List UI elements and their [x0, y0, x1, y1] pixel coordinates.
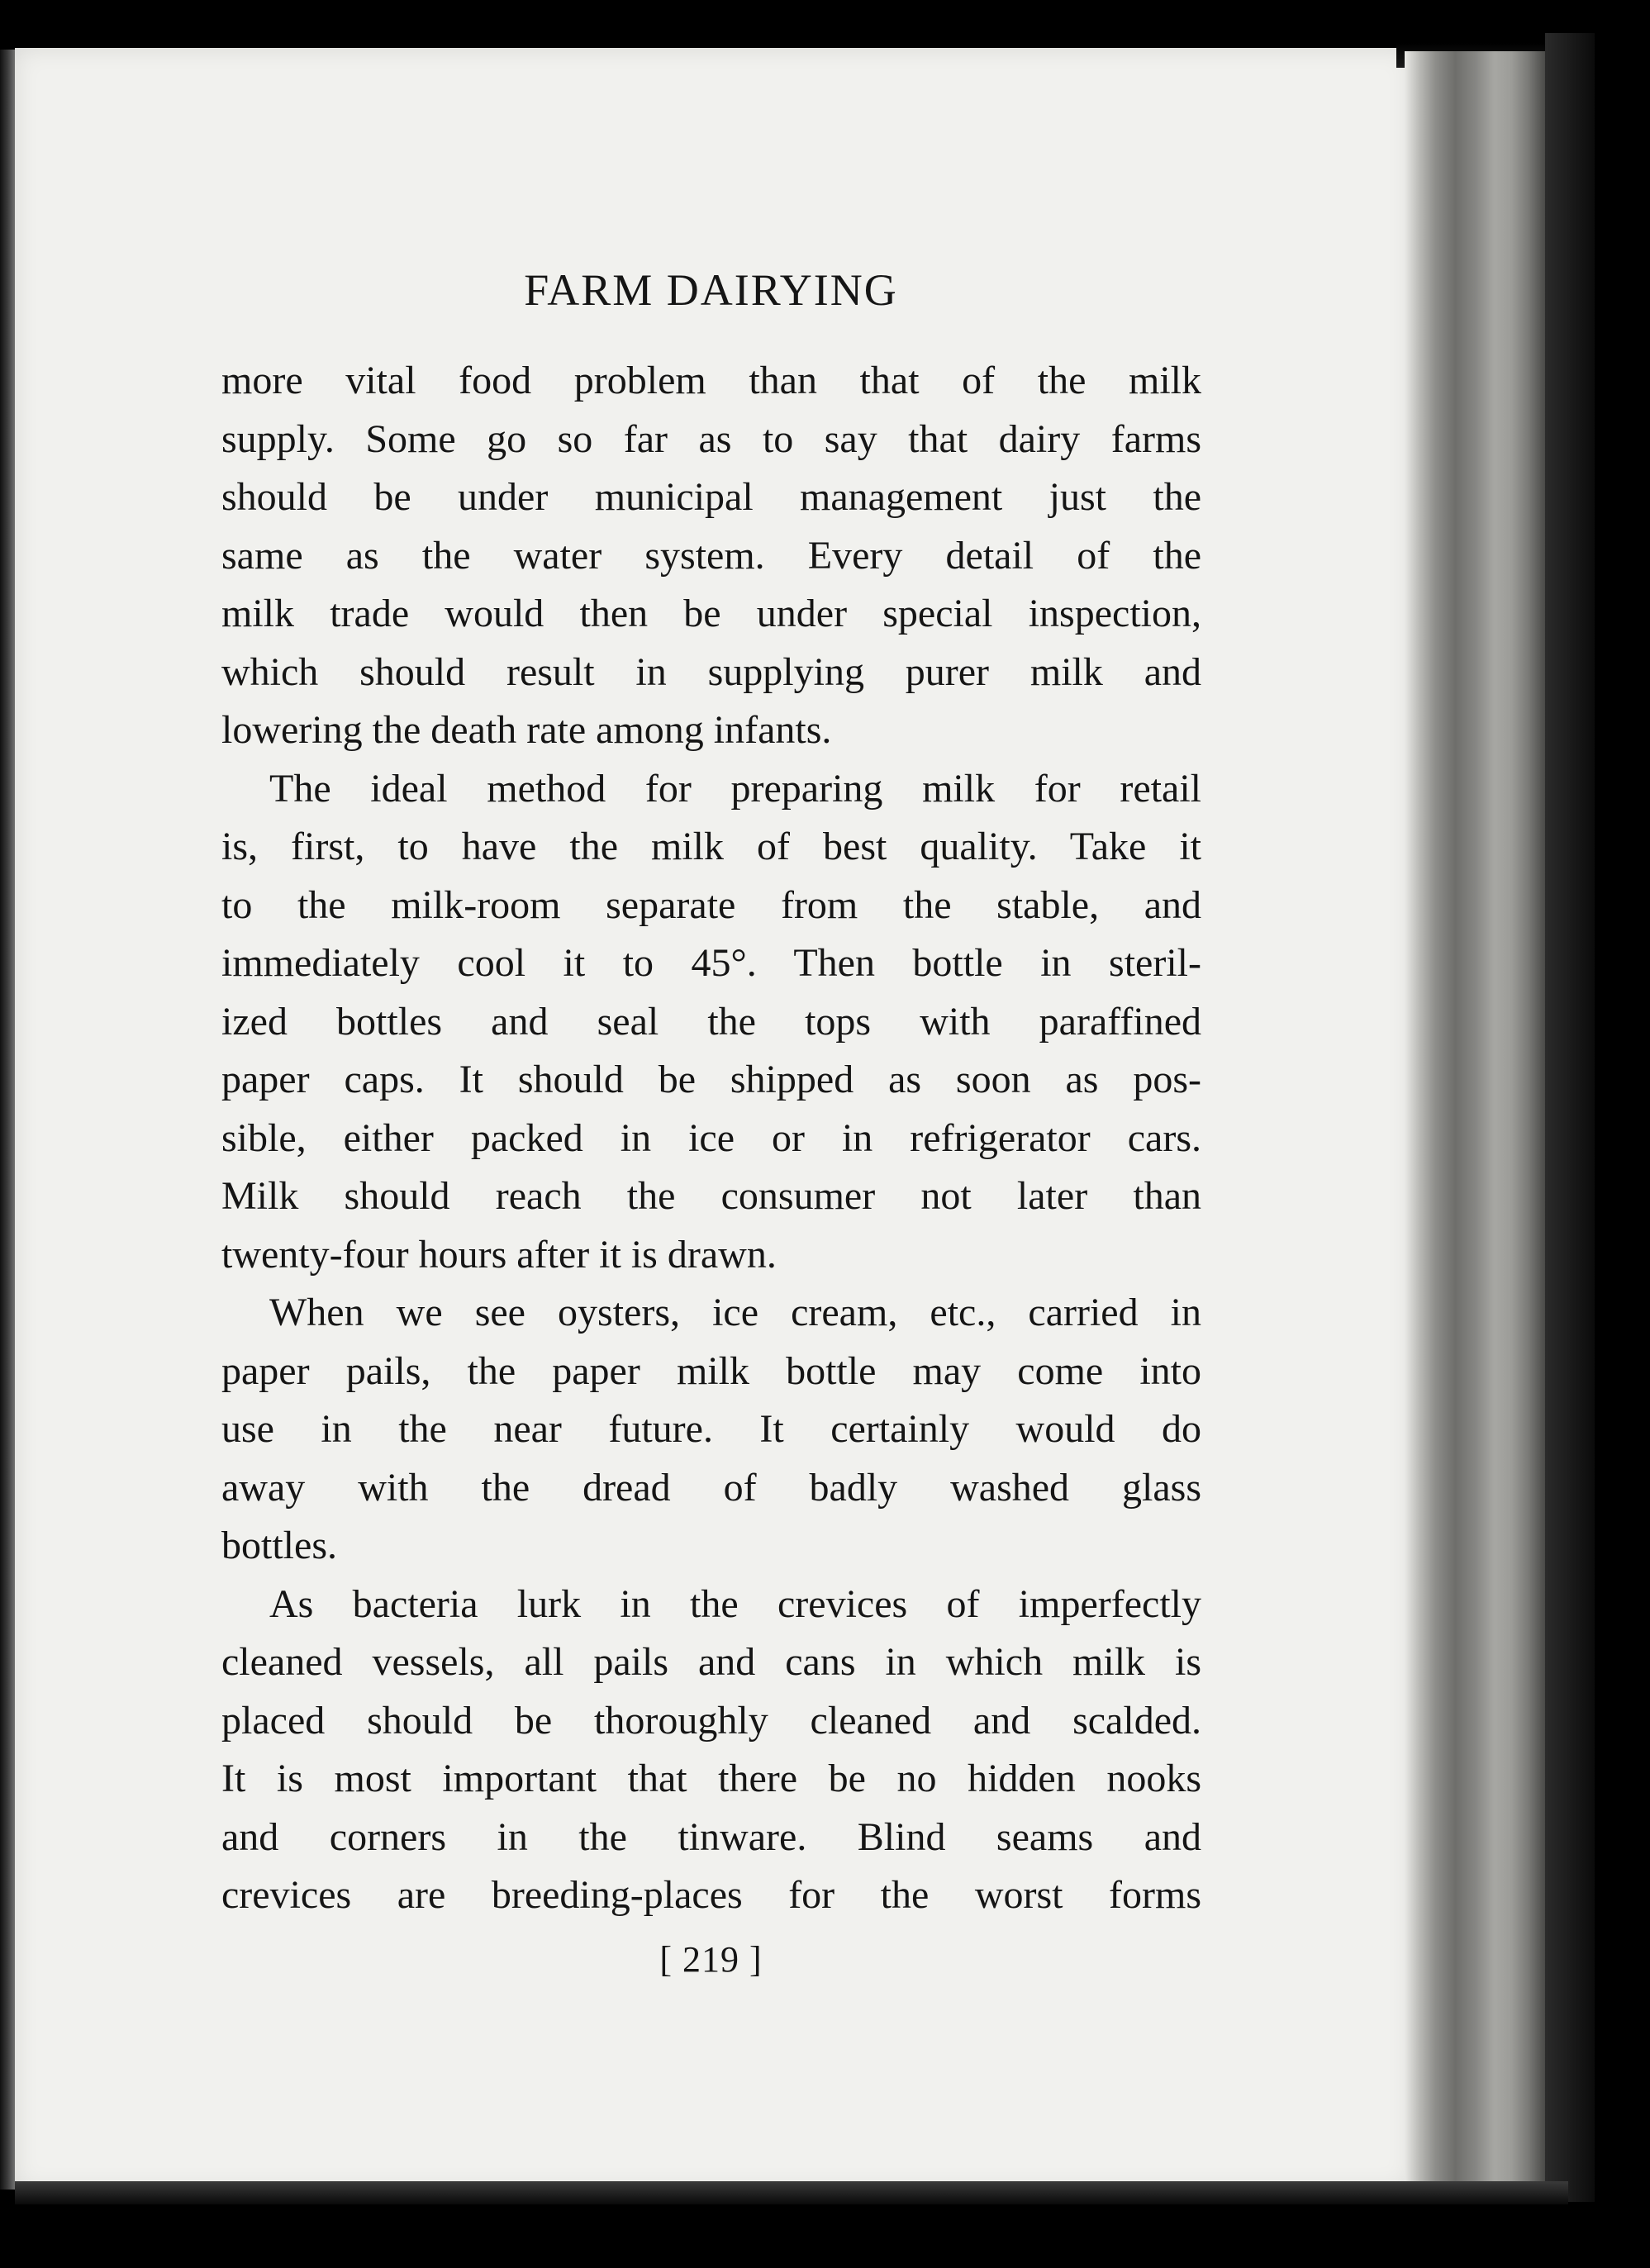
- text-line: supply. Some go so far as to say that dairy farms: [221, 416, 1201, 461]
- text-line: lowering the death rate among infants.: [221, 708, 832, 752]
- text-line: use in the near future. It certainly would do: [221, 1407, 1201, 1451]
- text-line: It is most important that there be no hidden nooks: [221, 1757, 1201, 1800]
- text-line: ized bottles and seal the tops with paraffined: [221, 999, 1201, 1044]
- text-line: more vital food problem than that of the milk: [221, 359, 1201, 402]
- text-line: away with the dread of badly washed glass: [221, 1465, 1201, 1510]
- text-line: Milk should reach the consumer not later than: [221, 1174, 1201, 1218]
- body-text: [221, 352, 1201, 1925]
- paragraph: [221, 760, 1201, 1285]
- paragraph: [221, 352, 1201, 760]
- page-stack-edge: [1405, 51, 1545, 2187]
- text-line: same as the water system. Every detail of the: [221, 533, 1201, 578]
- text-line: paper caps. It should be shipped as soon as pos-: [221, 1058, 1201, 1101]
- text-line: is, first, to have the milk of best quality. Take it: [221, 825, 1201, 868]
- book-page: [15, 48, 1411, 2190]
- text-line: and corners in the tinware. Blind seams and: [221, 1814, 1201, 1859]
- paragraph: [221, 1284, 1201, 1576]
- text-line: to the milk-room separate from the stable, and: [221, 882, 1201, 927]
- text-line: cleaned vessels, all pails and cans in which milk is: [221, 1640, 1201, 1684]
- text-line: As bacteria lurk in the crevices of imperfectly: [269, 1581, 1201, 1626]
- bottom-page-edge: [15, 2181, 1568, 2204]
- text-line: bottles.: [221, 1524, 337, 1567]
- text-line: When we see oysters, ice cream, etc., carried in: [269, 1291, 1201, 1334]
- text-line: paper pails, the paper milk bottle may come into: [221, 1348, 1201, 1393]
- running-head: FARM DAIRYING: [524, 265, 898, 315]
- text-line: which should result in supplying purer milk and: [221, 649, 1201, 694]
- paragraph: [221, 1576, 1201, 1925]
- text-line: twenty-four hours after it is drawn.: [221, 1232, 777, 1277]
- text-line: milk trade would then be under special inspection,: [221, 592, 1201, 635]
- text-line: The ideal method for preparing milk for retail: [269, 766, 1201, 811]
- text-line: crevices are breeding-places for the worst forms: [221, 1873, 1201, 1917]
- text-line: placed should be thoroughly cleaned and scalded.: [221, 1698, 1201, 1743]
- book-spine: [1545, 33, 1595, 2202]
- text-line: immediately cool it to 45°. Then bottle in steril-: [221, 941, 1201, 985]
- text-line: should be under municipal management just the: [221, 475, 1201, 519]
- text-line: sible, either packed in ice or in refrigerator cars.: [221, 1115, 1201, 1160]
- page-number: [ 219 ]: [659, 1939, 763, 1980]
